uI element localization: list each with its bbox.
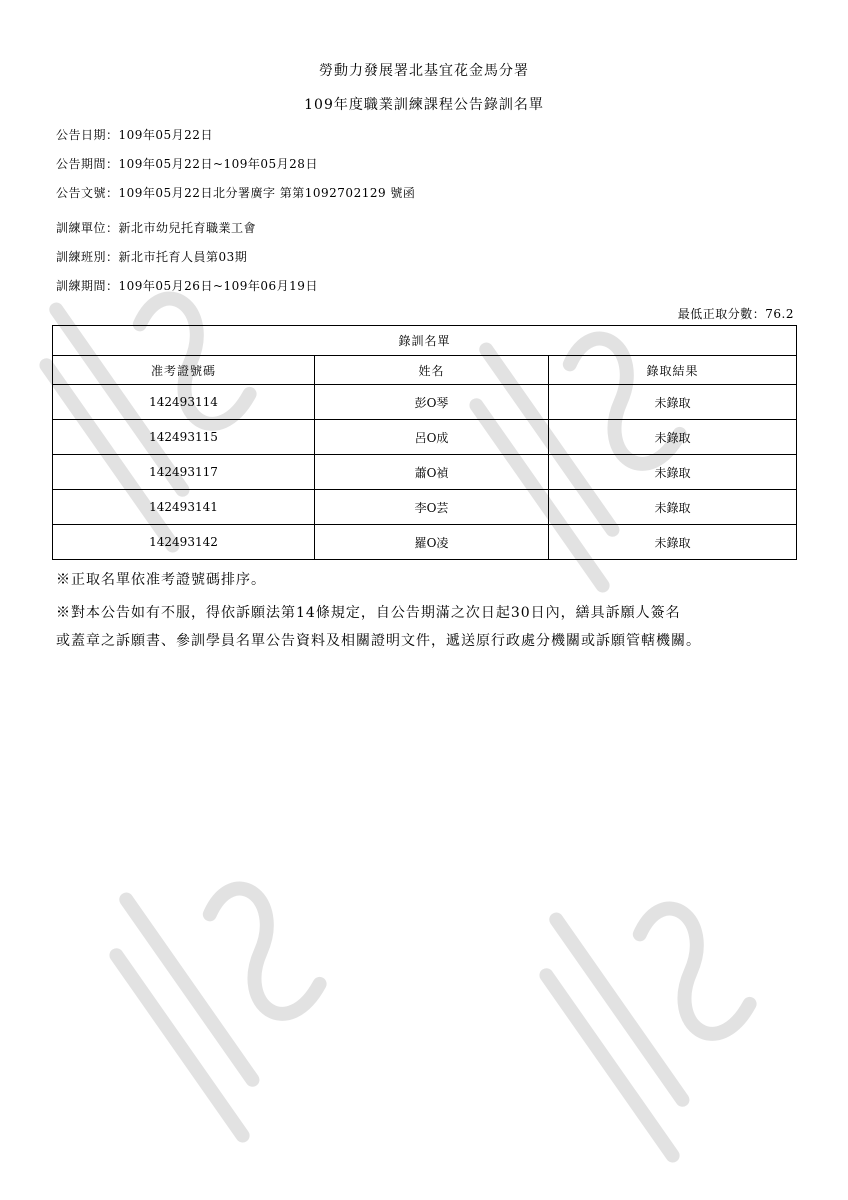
table-header-row xyxy=(53,356,797,385)
name-cell: 李O芸 xyxy=(315,490,549,525)
table-caption: 錄訓名單 xyxy=(53,326,797,356)
name-cell: 彭O琴 xyxy=(315,385,549,420)
appeal-note-line-1: ※對本公告如有不服，得依訴願法第14條規定，自公告期滿之次日起30日內，繕具訴願人簽名 xyxy=(56,605,681,621)
result-cell: 未錄取 xyxy=(549,455,797,490)
training-period: 訓練期間：109年05月26日~109年06月19日 xyxy=(56,279,318,293)
table-row xyxy=(53,385,797,420)
result-cell: 未錄取 xyxy=(549,490,797,525)
training-class: 訓練班別：新北市托育人員第03期 xyxy=(56,250,248,264)
exam-number-cell: 142493141 xyxy=(53,490,315,525)
announce-date: 公告日期：109年05月22日 xyxy=(56,128,213,142)
training-unit: 訓練單位：新北市幼兒托育職業工會 xyxy=(56,221,257,235)
result-cell: 未錄取 xyxy=(549,420,797,455)
table-row xyxy=(53,525,797,560)
exam-number-cell: 142493142 xyxy=(53,525,315,560)
column-header-name: 姓名 xyxy=(315,356,549,385)
column-header-exam-number: 准考證號碼 xyxy=(53,356,315,385)
table-row xyxy=(53,420,797,455)
result-cell: 未錄取 xyxy=(549,525,797,560)
name-cell: 羅O凌 xyxy=(315,525,549,560)
admission-table xyxy=(52,325,797,560)
exam-number-cell: 142493117 xyxy=(53,455,315,490)
column-header-result: 錄取結果 xyxy=(549,356,797,385)
min-score: 最低正取分數：76.2 xyxy=(677,307,794,321)
exam-number-cell: 142493114 xyxy=(53,385,315,420)
exam-number-cell: 142493115 xyxy=(53,420,315,455)
agency-name: 勞動力發展署北基宜花金馬分署 xyxy=(319,63,529,79)
result-cell: 未錄取 xyxy=(549,385,797,420)
table-row xyxy=(53,490,797,525)
announce-doc-number: 公告文號：109年05月22日北分署廣字 第第1092702129 號函 xyxy=(56,186,416,200)
appeal-note-line-2: 或蓋章之訴願書、參訓學員名單公告資料及相關證明文件，遞送原行政處分機關或訴願管轄機關。 xyxy=(56,633,701,649)
table-caption-row xyxy=(53,326,797,356)
name-cell: 蕭O禎 xyxy=(315,455,549,490)
table-row xyxy=(53,455,797,490)
announce-period: 公告期間：109年05月22日~109年05月28日 xyxy=(56,157,318,171)
document-title: 109年度職業訓練課程公告錄訓名單 xyxy=(304,97,544,113)
name-cell: 呂O成 xyxy=(315,420,549,455)
sort-note: ※正取名單依准考證號碼排序。 xyxy=(56,572,266,588)
